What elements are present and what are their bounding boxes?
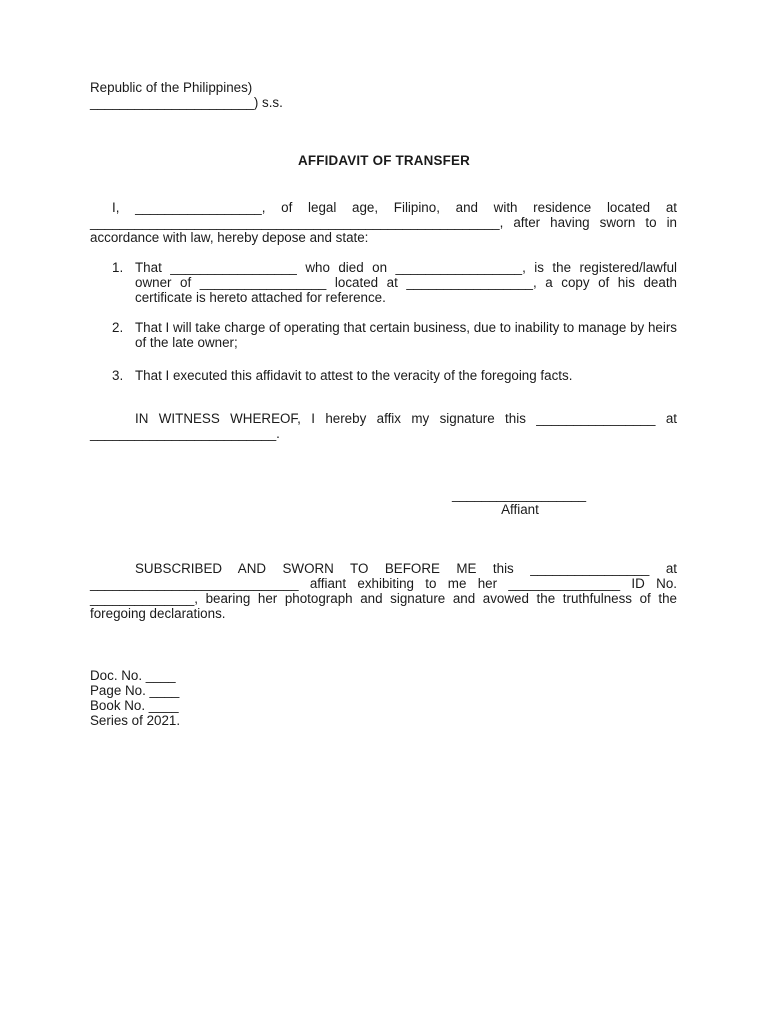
jurat-paragraph: SUBSCRIBED AND SWORN TO BEFORE ME this ________________ at ____________________________ affiant exhibiting to me her _______________ ID No. ______________, bearing her photograph and signature and avowed the truthfulness of the foregoing declarations. <box>90 561 677 621</box>
intro-paragraph: I, _________________, of legal age, Filipino, and with residence located at _______________________________________________________, after having sworn to in accordance with law, hereby depose and state: <box>90 200 677 245</box>
series-year: Series of 2021. <box>90 713 181 728</box>
list-item-text: That I will take charge of operating that certain business, due to inability to manage by heirs of the late owner; <box>135 320 677 350</box>
notarial-register-block <box>90 668 390 728</box>
venue-city-line: ______________________) s.s. <box>90 95 283 110</box>
list-item-number: 2. <box>112 320 124 335</box>
list-item-text: That _________________ who died on _________________, is the registered/lawful owner of _________________ located at _________________, a copy of his death certificate is hereto attached for reference. <box>135 260 677 305</box>
signature-line: __________________ <box>452 487 587 502</box>
book-number: Book No. ____ <box>90 698 179 713</box>
doc-number: Doc. No. ____ <box>90 668 176 683</box>
list-item-number: 3. <box>112 368 124 383</box>
affiant-label: Affiant <box>501 502 539 517</box>
venue-block <box>90 80 490 110</box>
document-title: AFFIDAVIT OF TRANSFER <box>297 153 471 168</box>
list-item-text: That I executed this affidavit to attest to the veracity of the foregoing facts. <box>135 368 573 383</box>
list-item-number: 1. <box>112 260 124 275</box>
witness-paragraph: IN WITNESS WHEREOF, I hereby affix my signature this ________________ at _________________________. <box>90 411 677 441</box>
venue-country: Republic of the Philippines) <box>90 80 253 95</box>
page-number: Page No. ____ <box>90 683 180 698</box>
